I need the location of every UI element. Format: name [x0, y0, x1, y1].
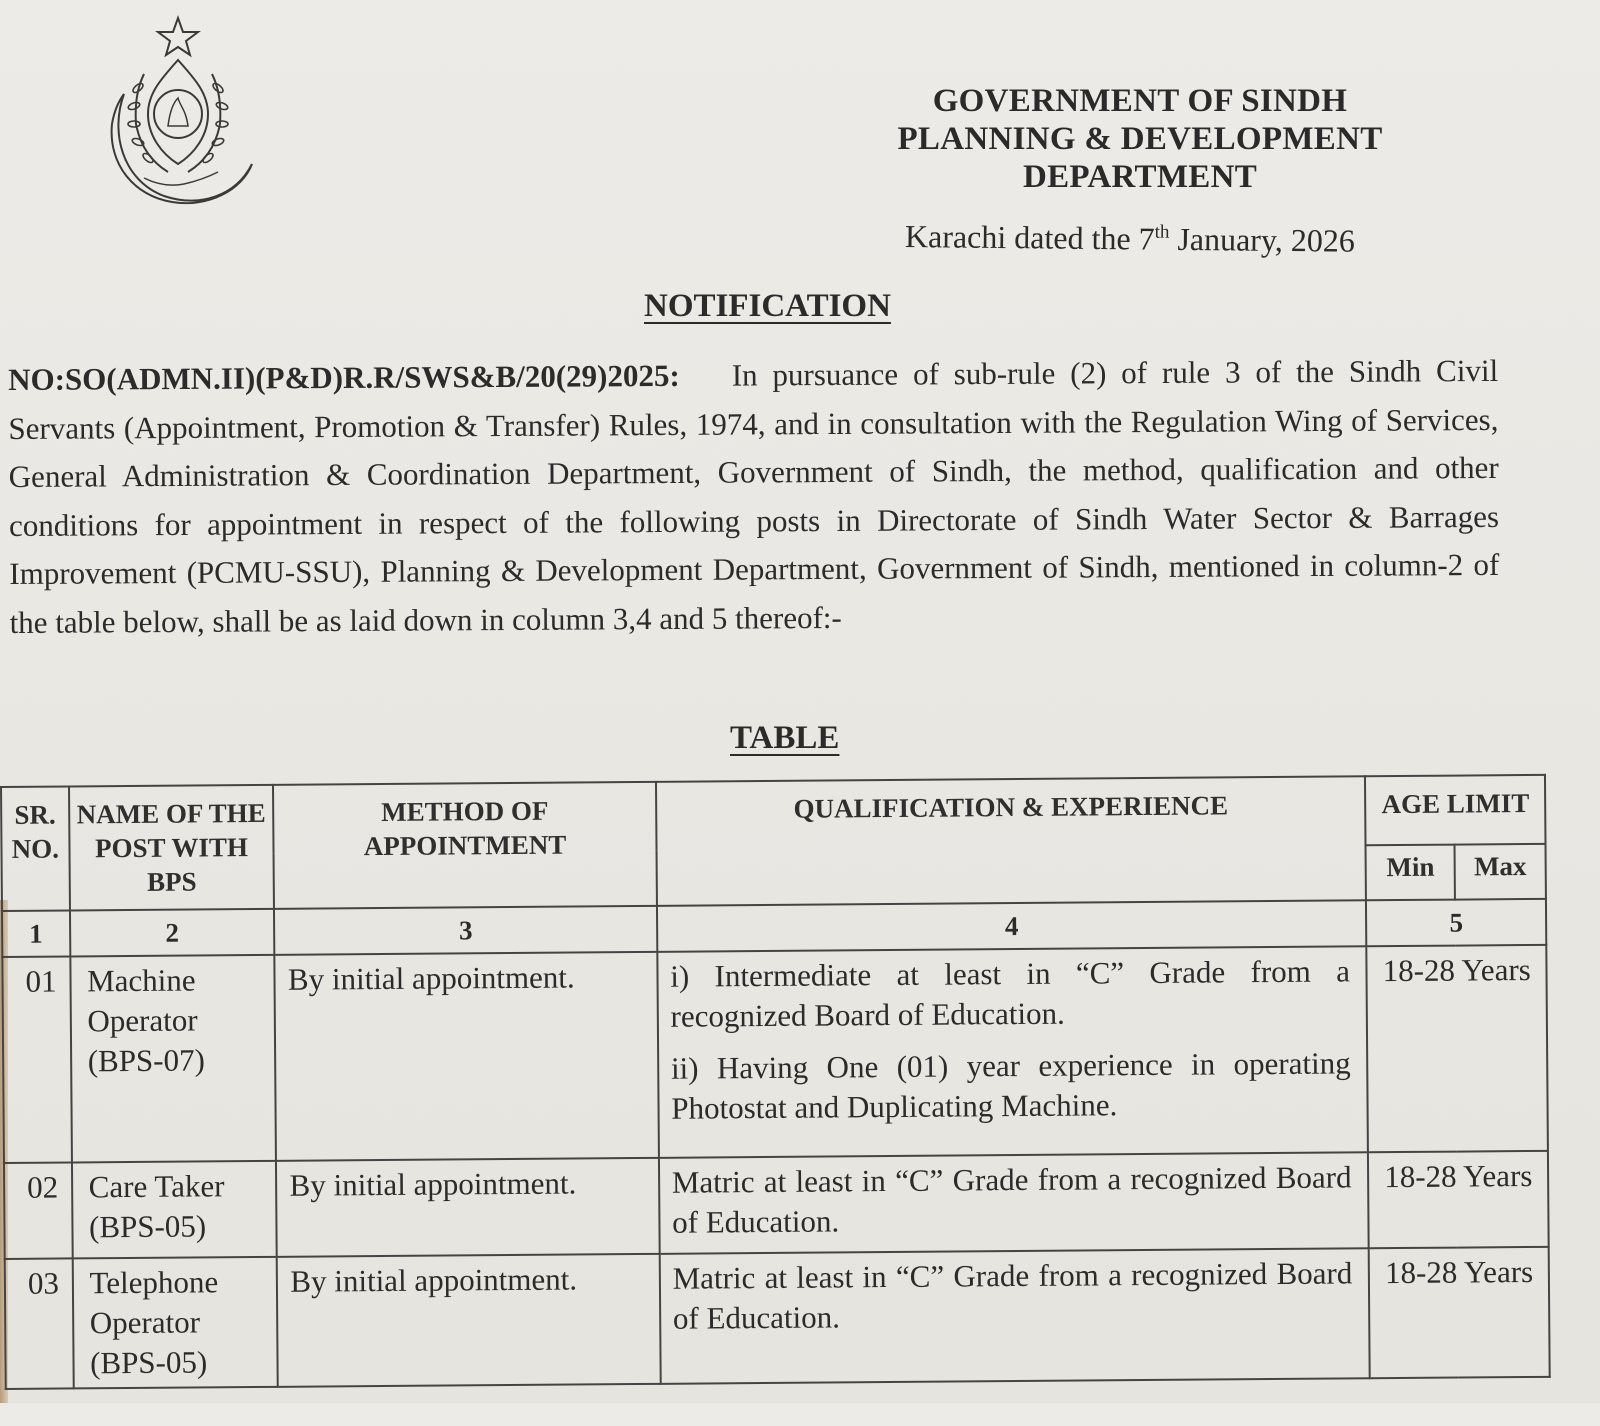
header-age-limit: AGE LIMIT [1365, 775, 1545, 846]
row-sr: 03 [5, 1258, 74, 1389]
header-line-government: GOVERNMENT OF SINDH [932, 83, 1348, 119]
notification-text: In pursuance of sub-rule (2) of rule 3 of the Sindh Civil Servants (Appointment, Promotion & Transfer) Rules, 1974, and in consultation with the Regulation Wing of Services, General Administration & Coordination Department, Government of Sindh, the method, qualification and other conditions for appointment in respect of the following posts in Directorate of Sindh Water Sector & Barrages Improvement (PCMU-SSU), Planning & Development Department, Government of Sindh, mentioned in column-2 of the table below, shall be as laid down in column 3,4 and 5 thereof:- [8, 352, 1500, 640]
header-sr-no: SR. NO. [1, 786, 70, 911]
row-method: By initial appointment. [275, 952, 659, 1161]
row-age-limit: 18-28 Years [1367, 945, 1548, 1152]
issue-date [905, 218, 1355, 260]
row-qualification [659, 1152, 1369, 1254]
header-age-min: Min [1366, 845, 1455, 900]
sindh-emblem-icon [104, 14, 264, 214]
header-line-planning: PLANNING & DEVELOPMENT [897, 121, 1383, 157]
row-qualification [659, 1248, 1370, 1384]
table-row [4, 1151, 1549, 1259]
posts-table-wrapper [0, 774, 1551, 1426]
notification-title: NOTIFICATION [644, 288, 891, 324]
column-number: 5 [1366, 899, 1546, 946]
column-number: 1 [2, 910, 70, 957]
posts-table [0, 774, 1551, 1390]
header-method: METHOD OF APPOINTMENT [273, 782, 656, 909]
header-post-name: NAME OF THE POST WITH BPS [69, 785, 275, 911]
row-age-limit: 18-28 Years [1369, 1247, 1550, 1378]
row-post-name: Telephone Operator (BPS-05) [72, 1257, 278, 1389]
date-prefix: Karachi dated the 7 [904, 218, 1155, 257]
row-sr: 01 [2, 956, 71, 1163]
row-post-name: Machine Operator (BPS-07) [70, 955, 276, 1163]
qualification-item: Matric at least in “C” Grade from a recognized Board of Education. [672, 1255, 1353, 1336]
row-post-name: Care Taker (BPS-05) [72, 1161, 278, 1259]
table-row [5, 1247, 1550, 1389]
header-line-department: DEPARTMENT [1022, 159, 1258, 195]
row-method: By initial appointment. [276, 1158, 659, 1257]
qualification-item: ii) Having One (01) year experience in operating Photostat and Duplicating Machine. [670, 1045, 1351, 1126]
row-age-limit: 18-28 Years [1368, 1151, 1548, 1248]
qualification-item: i) Intermediate at least in “C” Grade from a recognized Board of Education. [670, 953, 1351, 1034]
notification-reference: NO:SO(ADMN.II)(P&D)R.R/SWS&B/20(29)2025: [8, 357, 680, 397]
row-sr: 02 [4, 1162, 72, 1259]
column-number: 3 [274, 906, 657, 955]
date-superscript: th [1154, 221, 1170, 243]
notification-body [8, 347, 1500, 647]
row-qualification [657, 946, 1368, 1158]
table-title: TABLE [730, 720, 840, 756]
column-number: 4 [657, 900, 1367, 952]
table-row [2, 945, 1548, 1163]
department-header [880, 82, 1400, 196]
header-qualification: QUALIFICATION & EXPERIENCE [656, 776, 1367, 906]
header-age-max: Max [1455, 844, 1546, 899]
qualification-item: Matric at least in “C” Grade from a recognized Board of Education. [671, 1159, 1352, 1240]
column-number: 2 [70, 909, 275, 957]
row-method: By initial appointment. [277, 1254, 660, 1387]
date-suffix: January, 2026 [1169, 220, 1356, 259]
